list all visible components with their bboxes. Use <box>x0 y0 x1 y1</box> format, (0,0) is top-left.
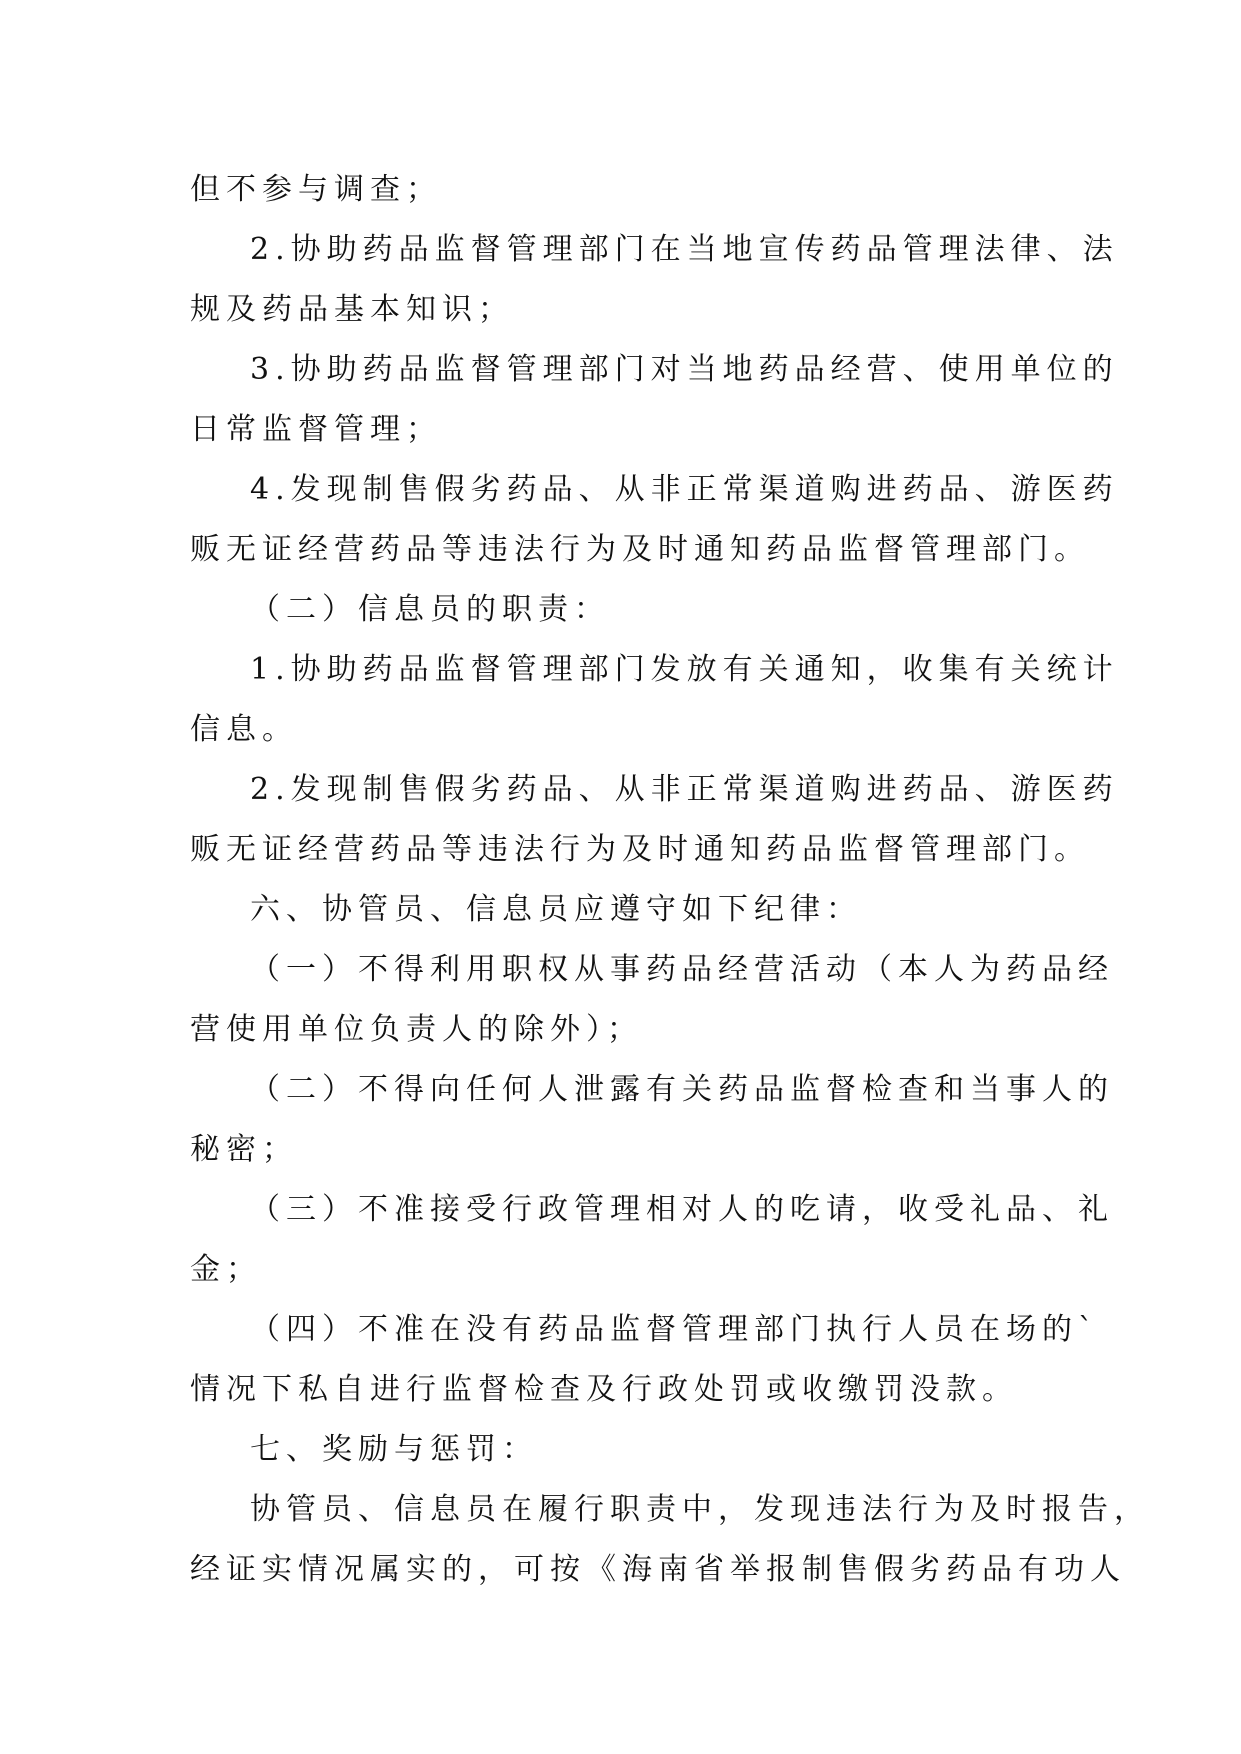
text-line: 信息。 <box>190 712 298 747</box>
text-line: 秘密； <box>190 1132 298 1167</box>
text-line: （二）不得向任何人泄露有关药品监督检查和当事人的 <box>250 1072 1114 1107</box>
text-line: （一）不得利用职权从事药品经营活动（本人为药品经 <box>250 952 1114 987</box>
text-line: 营使用单位负责人的除外）； <box>190 1012 643 1047</box>
text-line: 2.协助药品监督管理部门在当地宣传药品管理法律、法 <box>250 232 1119 267</box>
text-line: 情况下私自进行监督检查及行政处罚或收缴罚没款。 <box>190 1372 1018 1407</box>
document-body <box>190 160 1150 1600</box>
text-line: 协管员、信息员在履行职责中，发现违法行为及时报告， <box>250 1492 1150 1527</box>
text-line: 金； <box>190 1252 262 1287</box>
text-line: 1.协助药品监督管理部门发放有关通知，收集有关统计 <box>250 652 1119 687</box>
text-line: 日常监督管理； <box>190 412 442 447</box>
text-line: 但不参与调查； <box>190 172 442 207</box>
text-line: 2.发现制售假劣药品、从非正常渠道购进药品、游医药 <box>250 772 1119 807</box>
text-line: （三）不准接受行政管理相对人的吃请，收受礼品、礼 <box>250 1192 1114 1227</box>
text-line: 4.发现制售假劣药品、从非正常渠道购进药品、游医药 <box>250 472 1119 507</box>
text-line: 经证实情况属实的，可按《海南省举报制售假劣药品有功人 <box>190 1552 1126 1587</box>
text-line: 六、协管员、信息员应遵守如下纪律： <box>250 892 862 927</box>
text-line: （二）信息员的职责： <box>250 592 610 627</box>
text-line: 规及药品基本知识； <box>190 292 514 327</box>
text-line: 3.协助药品监督管理部门对当地药品经营、使用单位的 <box>250 352 1119 387</box>
text-line: 七、奖励与惩罚： <box>250 1432 538 1467</box>
text-line: （四）不准在没有药品监督管理部门执行人员在场的` <box>250 1312 1099 1347</box>
text-line: 贩无证经营药品等违法行为及时通知药品监督管理部门。 <box>190 532 1090 567</box>
text-line: 贩无证经营药品等违法行为及时通知药品监督管理部门。 <box>190 832 1090 867</box>
